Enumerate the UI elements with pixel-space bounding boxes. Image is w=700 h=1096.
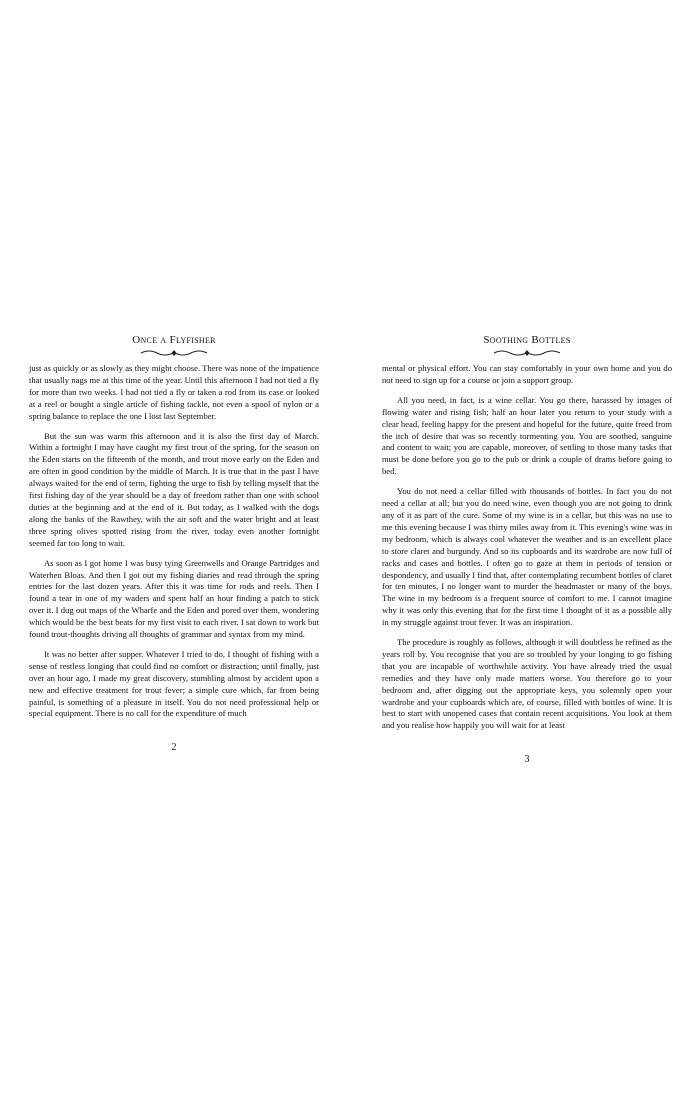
- page-number: 2: [171, 742, 177, 753]
- left-page: [29, 333, 319, 728]
- running-head: Once a Flyfisher: [132, 334, 216, 346]
- paragraph: But the sun was warm this afternoon and it is also the first day of March. Within a fortnight I may have caught my first trout of the spring, for the season on the Eden starts on the fifteenth of the month, and trout move early on the Eden and are often in good condition by the middle of March. It is true that in the past I have always waited for the end of term, fighting the urge to fish by telling myself that the first fishing day of the year should be a day of freedom rather than one with school duties at the beginning and at the end of it. But today, as I walked with the dogs along the banks of the Rawthey, with the air soft and the water bright and at least three spring olives spotted rising from the river, today even another fortnight seemed far too long to wait.: [29, 430, 319, 548]
- ornament-divider: [139, 349, 209, 357]
- page-number: 3: [524, 754, 530, 765]
- ornament-divider: [492, 349, 562, 357]
- running-head: Soothing Bottles: [483, 334, 571, 346]
- paragraph: As soon as I got home I was busy tying Greenwells and Orange Partridges and Waterhen Bloas. And then I got out my fishing diaries and read through the spring entries for the last dozen years. After this it was time for rods and reels. Then I found a tear in one of my waders and spent half an hour finding a patch to stick over it. I dug out maps of the Wharfe and the Eden and pored over them, wondering which would be the best beats for my first visit to each river. I sat down to work but found trout-thoughts driving all thoughts of grammar and syntax from my mind.: [29, 557, 319, 640]
- paragraph: You do not need a cellar filled with thousands of bottles. In fact you do not need a cellar at all; but you do need wine, even though you are not going to drink any of it as part of the cure. Some of my wine is in a cellar, but this was no use to me this evening because I was thirty miles away from it. This evening's wine was in my bedroom, which is always cool whatever the weather and is an excellent place to store claret and burgundy. And so its cupboards and its wardrobe are now full of racks and cases and bottles. I often go to gaze at them in periods of tension or despondency, and usually I find that, after contemplating recumbent bottles of claret for ten minutes, I no longer want to murder the headmaster or many of the boys. The wine in my bedroom is a frequent source of comfort to me. I cannot imagine why it was only this evening that for the first time I thought of it as a possible ally in my struggle against trout fever. It was an inspiration.: [382, 486, 672, 628]
- body-text: [29, 363, 319, 720]
- right-page: [382, 333, 672, 740]
- paragraph: just as quickly or as slowly as they might choose. There was none of the impatience that usually nags me at this time of the year. Until this afternoon I had not tied a fly for more than two weeks. I had not tied a fly or taken a rod from its case or looked at a reel or bought a single article of fishing tackle, not even a spool of nylon or a spring balance to replace the one I lost last September.: [29, 363, 319, 421]
- paragraph: mental or physical effort. You can stay comfortably in your own home and you do not need to sign up for a course or join a support group.: [382, 363, 672, 385]
- paragraph: It was no better after supper. Whatever I tried to do, I thought of fishing with a sense of restless longing that could find no comfort or distraction; until finally, just over an hour ago, I made my great discovery, stumbling almost by accident upon a new and effective treatment for trout fever; a simple cure which, far from being painful, is something of a pleasure in itself. You do not need professional help or special equipment. There is no call for the expenditure of much: [29, 648, 319, 719]
- body-text: [382, 363, 672, 732]
- paragraph: All you need, in fact, is a wine cellar. You go there, harassed by images of flowing water and rising fish; half an hour later you return to your study with a clear head, feeling happy for the present and hopeful for the future, quite freed from the itch of desire that was so recently tormenting you. You are soothed, sanguine and content to wait; you are capable, moreover, of settling to those many tasks that must be done before you go to the pub or drink a couple of drams before going to bed.: [382, 394, 672, 477]
- paragraph: The procedure is roughly as follows, although it will doubtless be refined as the years roll by. You recognise that you are so troubled by your longing to go fishing that you are incapable of worthwhile activity. You have already tried the usual remedies and they have only made matters worse. You therefore go to your bedroom and, after digging out the appropriate keys, you solemnly open your wardrobe and your cupboards which are, of course, filled with bottles of wine. It is best to start with unopened cases that contain recent acquisitions. You look at them and you realise how happily you will wait for at least: [382, 637, 672, 731]
